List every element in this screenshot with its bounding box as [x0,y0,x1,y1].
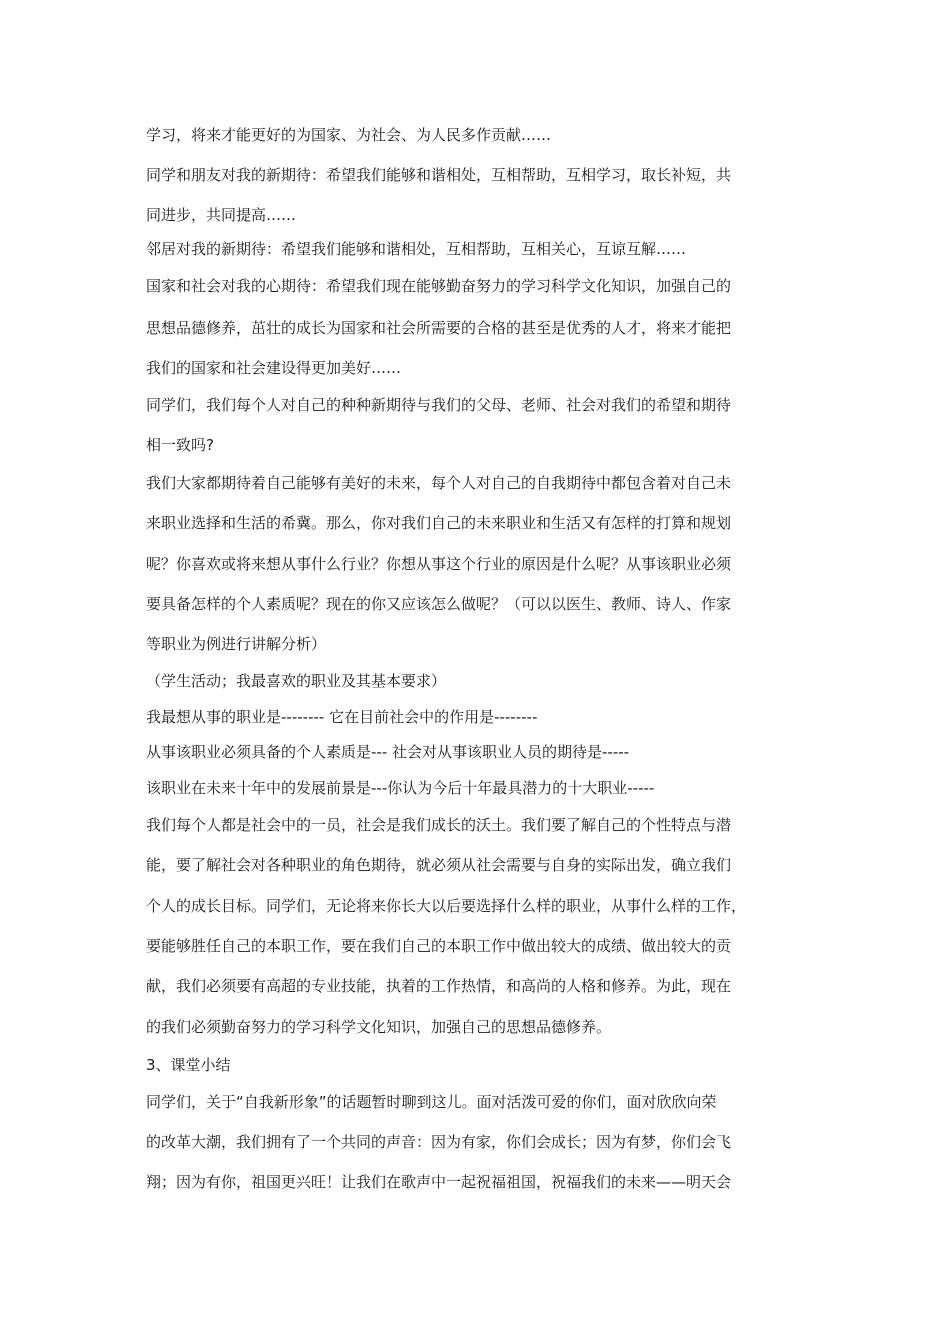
text-line: 来职业选择和生活的希冀。那么，你对我们自己的未来职业和生活又有怎样的打算和规划 [146,514,732,532]
text-line: 同学和朋友对我的新期待：希望我们能够和谐相处，互相帮助，互相学习，取长补短，共 [146,166,732,184]
text-line: 我们大家都期待着自己能够有美好的未来，每个人对自己的自我期待中都包含着对自己未 [146,474,732,492]
text-line: 邻居对我的新期待：希望我们能够和谐相处，互相帮助，互相关心，互谅互解…… [146,240,687,258]
text-line: 的改革大潮，我们拥有了一个共同的声音：因为有家，你们会成长；因为有梦，你们会飞 [146,1133,732,1151]
text-line: 要能够胜任自己的本职工作，要在我们自己的本职工作中做出较大的成绩、做出较大的贡 [146,937,732,955]
text-line: 学习，将来才能更好的为国家、为社会、为人民多作贡献…… [146,126,552,144]
text-line: 我最想从事的职业是-------- 它在目前社会中的作用是-------- [146,708,538,726]
text-line: 国家和社会对我的心期待：希望我们现在能够勤奋努力的学习科学文化知识，加强自己的 [146,277,732,295]
text-line: （学生活动；我最喜欢的职业及其基本要求） [146,672,447,690]
text-line: 我们的国家和社会建设得更加美好…… [146,359,402,377]
text-line: 能，要了解社会对各种职业的角色期待，就必须从社会需要与自身的实际出发，确立我们 [146,856,732,874]
text-line: 要具备怎样的个人素质呢？现在的你又应该怎么做呢？（可以以医生、教师、诗人、作家 [146,595,732,613]
text-line: 我们每个人都是社会中的一员，社会是我们成长的沃土。我们要了解自己的个性特点与潜 [146,816,732,834]
text-line: 等职业为例进行讲解分析） [146,635,327,653]
text-line: 献，我们必须要有高超的专业技能，执着的工作热情，和高尚的人格和修养。为此，现在 [146,977,732,995]
section-heading: 3、课堂小结 [146,1056,231,1074]
text-line: 个人的成长目标。同学们，无论将来你长大以后要选择什么样的职业，从事什么样的工作， [146,897,747,915]
text-line: 同学们，我们每个人对自己的种种新期待与我们的父母、老师、社会对我们的希望和期待 [146,396,732,414]
text-line: 同学们，关于“自我新形象”的话题暂时聊到这儿。面对活泼可爱的你们，面对欣欣向荣 [146,1093,717,1111]
text-line: 同进步，共同提高…… [146,206,297,224]
text-line: 翔；因为有你，祖国更兴旺！让我们在歌声中一起祝福祖国，祝福我们的未来——明天会 [146,1173,732,1191]
text-line: 该职业在未来十年中的发展前景是---你认为今后十年最具潜力的十大职业----- [146,779,655,797]
text-line: 思想品德修养，茁壮的成长为国家和社会所需要的合格的甚至是优秀的人才，将来才能把 [146,319,732,337]
text-line: 呢？你喜欢或将来想从事什么行业？你想从事这个行业的原因是什么呢？从事该职业必须 [146,555,732,573]
text-line: 的我们必须勤奋努力的学习科学文化知识，加强自己的思想品德修养。 [146,1018,612,1036]
text-line: 从事该职业必须具备的个人素质是--- 社会对从事该职业人员的期待是----- [146,743,630,761]
text-line: 相一致吗? [146,436,214,454]
